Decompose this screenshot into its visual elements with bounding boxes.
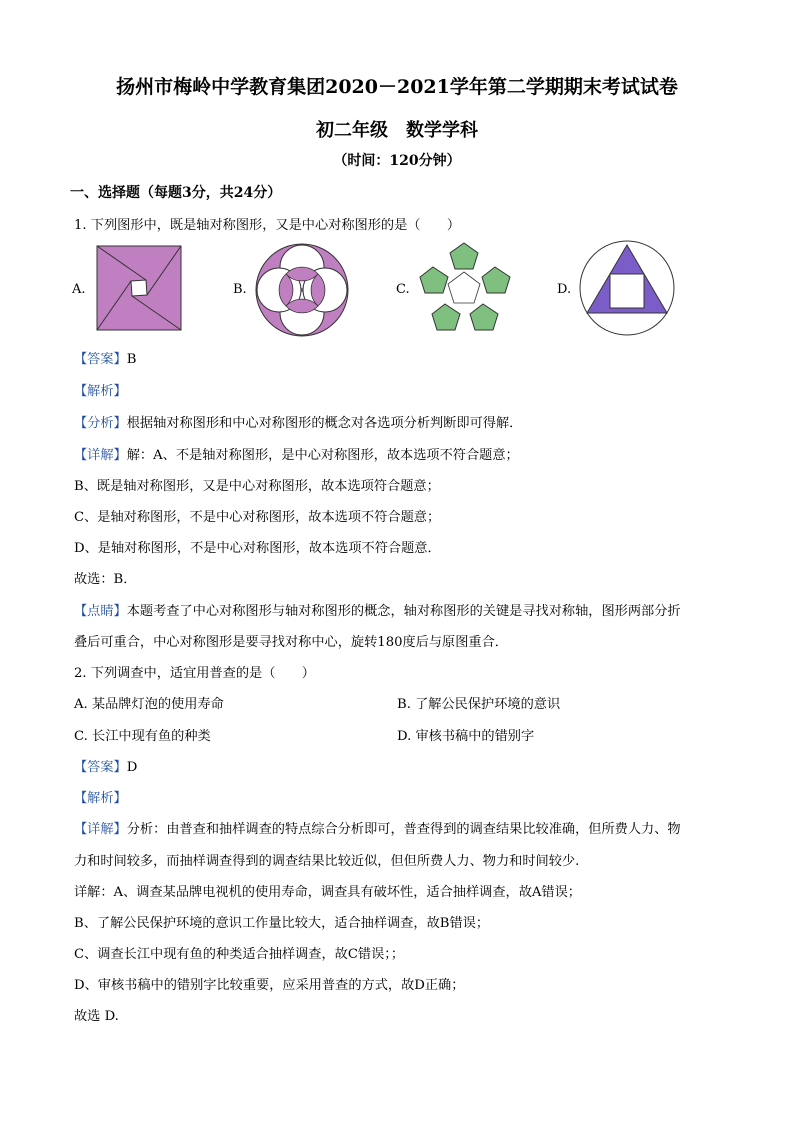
q2-line-2: B、了解公民保护环境的意识工作量比较大，适合抽样调查，故B错误； bbox=[74, 916, 490, 931]
figure-a-square-pinwheel bbox=[96, 245, 182, 331]
q1-line-d: D、是轴对称图形，不是中心对称图形，故本选项不符合题意． bbox=[74, 541, 441, 556]
q1-analysis-tag: 【解析】 bbox=[74, 384, 127, 399]
q1-answer bbox=[74, 348, 136, 367]
figure-b-circle-rosette bbox=[255, 243, 349, 337]
fenxi-tag: 【分析】 bbox=[74, 416, 127, 431]
exam-title: 扬州市梅岭中学教育集团2020－2021学年第二学期期末考试试卷 bbox=[116, 76, 678, 98]
q1-line-c: C、是轴对称图形，不是中心对称图形，故本选项不符合题意； bbox=[74, 510, 441, 525]
exam-subtitle: 初二年级 数学学科 bbox=[316, 120, 478, 141]
xiangjie-tag: 【详解】 bbox=[74, 822, 127, 837]
option-b-label: B. bbox=[233, 282, 247, 297]
question-1-stem: 1. 下列图形中，既是轴对称图形，又是中心对称图形的是（ ） bbox=[74, 218, 461, 233]
q1-xiangjie bbox=[74, 444, 519, 463]
question-2-stem: 2. 下列调查中，适宜用普查的是（ ） bbox=[74, 666, 315, 681]
q2-option-b: B. 了解公民保护环境的意识 bbox=[397, 697, 561, 712]
q2-conclusion: 故选 D. bbox=[74, 1009, 119, 1024]
q2-option-d: D. 审核书稿中的错别字 bbox=[397, 729, 535, 744]
answer-tag: 【答案】 bbox=[74, 352, 127, 367]
exam-time: （时间：120分钟） bbox=[333, 153, 461, 169]
xiangjie-text: 解：A、不是轴对称图形，是中心对称图形，故本选项不符合题意； bbox=[126, 448, 519, 463]
answer-value: D bbox=[126, 760, 138, 775]
xiangjie-tag: 【详解】 bbox=[74, 448, 127, 463]
q2-analysis-tag: 【解析】 bbox=[74, 791, 127, 806]
q1-dianjing bbox=[74, 600, 681, 619]
option-a-label: A. bbox=[72, 282, 86, 297]
figure-d-circle-triangle-square bbox=[579, 240, 675, 336]
q1-fenxi bbox=[74, 412, 522, 431]
fenxi-text: 根据轴对称图形和中心对称图形的概念对各选项分析判断即可得解． bbox=[126, 416, 523, 431]
q2-option-c: C. 长江中现有鱼的种类 bbox=[74, 729, 211, 744]
answer-tag: 【答案】 bbox=[74, 760, 127, 775]
q1-line-b: B、既是轴对称图形，又是中心对称图形，故本选项符合题意； bbox=[74, 479, 440, 494]
figure-c-pentagon-ring bbox=[415, 240, 513, 336]
q2-xiangjie-cont: 力和时间较多，而抽样调查得到的调查结果比较近似，但但所费人力、物力和时间较少. bbox=[74, 854, 580, 869]
q1-conclusion: 故选：B． bbox=[74, 572, 137, 587]
q2-xiangjie bbox=[74, 818, 681, 837]
dianjing-tag: 【点睛】 bbox=[74, 604, 127, 619]
q1-dianjing-cont: 叠后可重合，中心对称图形是要寻找对称中心，旋转180度后与原图重合． bbox=[74, 635, 508, 650]
q2-line-3: C、调查长江中现有鱼的种类适合抽样调查，故C错误；； bbox=[74, 947, 405, 962]
option-c-label: C. bbox=[396, 282, 410, 297]
dianjing-text-1: 本题考查了中心对称图形与轴对称图形的概念，轴对称图形的关键是寻找对称轴，图形两部分折 bbox=[126, 604, 681, 619]
q2-option-a: A. 某品牌灯泡的使用寿命 bbox=[74, 697, 224, 712]
q2-line-4: D、审核书稿中的错别字比较重要，应采用普查的方式，故D正确； bbox=[74, 978, 465, 993]
q2-line-1: 详解：A、调查某品牌电视机的使用寿命，调查具有破坏性，适合抽样调查，故A错误； bbox=[74, 885, 581, 900]
section-heading: 一、选择题（每题3分，共24分） bbox=[70, 185, 282, 201]
option-d-label: D. bbox=[557, 282, 572, 297]
xiangjie-text-1: 分析：由普查和抽样调查的特点综合分析即可，普查得到的调查结果比较准确，但所费人力、物 bbox=[126, 822, 681, 837]
q2-answer bbox=[74, 756, 137, 775]
answer-value: B bbox=[126, 352, 137, 367]
